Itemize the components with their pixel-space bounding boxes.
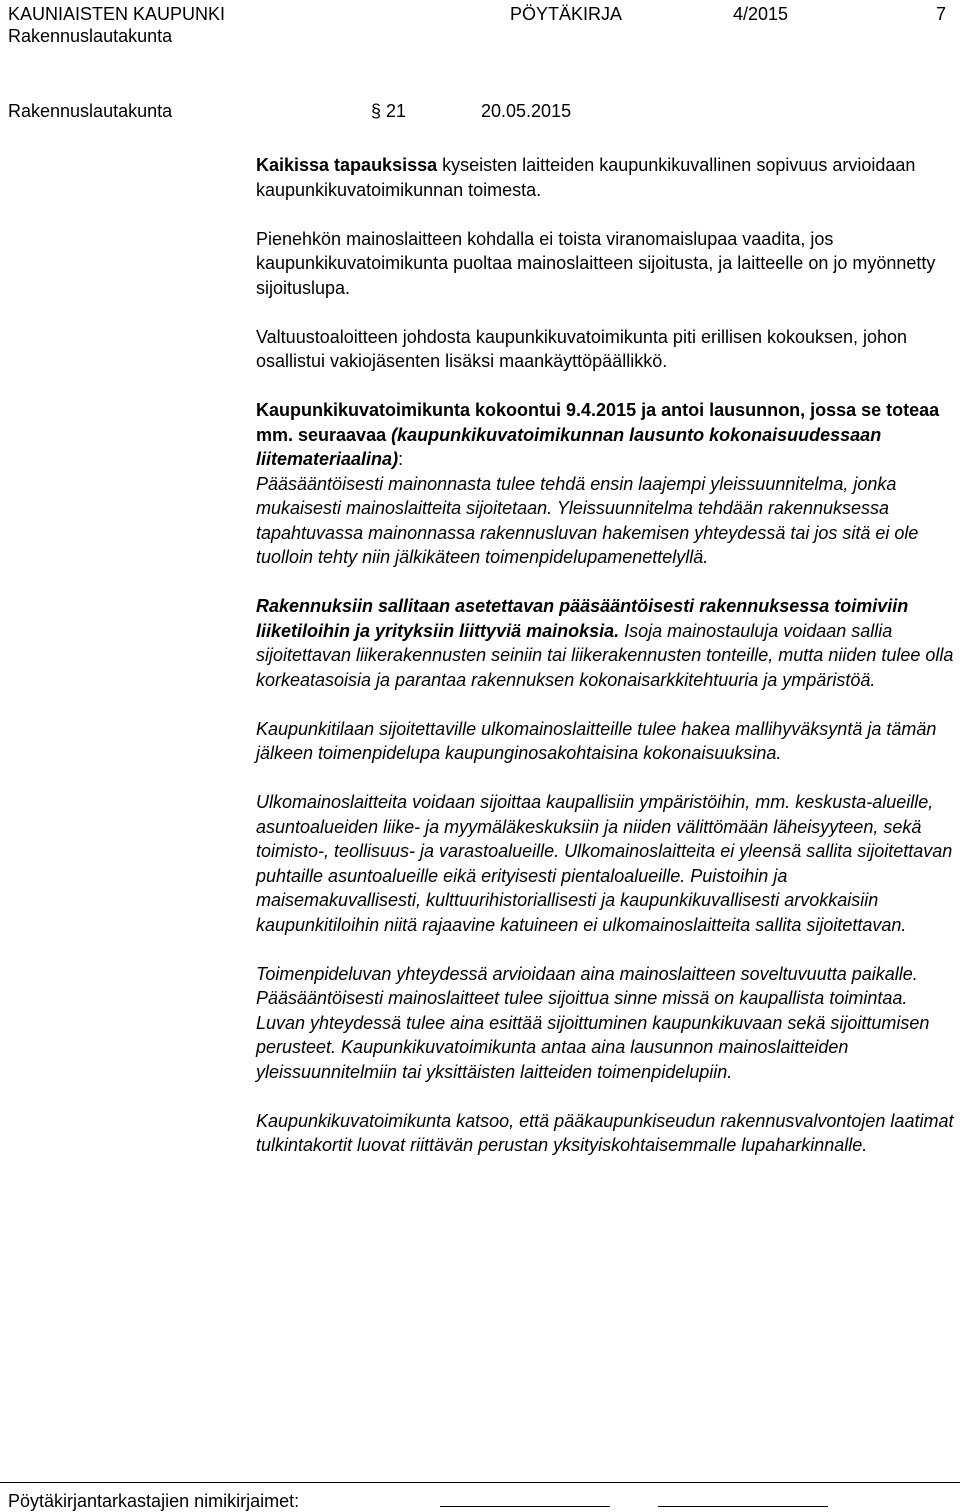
quote-text: Kaupunkitilaan sijoitettaville ulkomainoslaitteille tulee hakea mallihyväksyntä ja tämän jälkeen toimenpidelupa kaupunginosakohtaisina kokonaisuuksina. xyxy=(256,718,937,763)
paragraph-evaluation xyxy=(256,153,956,202)
statement-colon: : xyxy=(398,449,404,469)
initials-line-2 xyxy=(658,1506,828,1507)
footer-divider xyxy=(0,1482,960,1483)
quote-permit-assessment xyxy=(256,962,956,1085)
emphasis-all-cases: Kaikissa tapauksissa xyxy=(256,155,438,175)
board-name: Rakennuslautakunta xyxy=(8,26,173,46)
quote-text: Ulkomainoslaitteita voidaan sijoittaa kaupallisiin ympäristöihin, mm. keskusta-alueille, asuntoalueiden liike- ja myymäläkeskuksiin ja niiden välittömään läheisyyteen, sekä toimisto-, teollisuus- ja varastoalueille. Ulkomainoslaitteita ei yleensä sallita sijoitettavan puhtaille asuntoalueille eikä erityisesti pientaloalueille. Puistoihin ja maisemakuvallisesti, kulttuurihistoriallisesti ja kaupunkikuvallisesti arvokkaisiin kaupunkitiloihin niitä rajaavine katuineen ei ulkomainoslaitteita sallita sijoitettavan. xyxy=(256,792,953,935)
organization-name: KAUNIAISTEN KAUPUNKI xyxy=(8,4,226,24)
quote-text: Kaupunkikuvatoimikunta katsoo, että pääkaupunkiseudun rakennusvalvontojen laatimat tulkintakortit luovat riittävän perustan yksityiskohtaisemmalle lupaharkinnalle. xyxy=(256,1110,954,1155)
quote-emphasis-text: Rakennuksiin sallitaan asetettavan pääsääntöisesti rakennuksessa toimiviin liiketiloihin ja yrityksiin liittyviä mainoksia. xyxy=(256,596,909,641)
paragraph-small-signs: Pienehkön mainoslaitteen kohdalla ei toista viranomaislupaa vaadita, jos kaupunkikuvatoimikunta puoltaa mainoslaitteen sijoitusta, ja laitteelle on jo myönnetty sijoituslupa. xyxy=(256,228,936,298)
initials-label: Pöytäkirjantarkastajien nimikirjaimet: xyxy=(8,1491,300,1511)
paragraph-text: kyseisten laitteiden kaupunkikuvallinen sopivuus arvioidaan kaupunkikuvatoimikunnan toimesta. xyxy=(256,155,916,200)
quote-general-plan xyxy=(256,472,956,570)
quote-text: Toimenpideluvan yhteydessä arvioidaan aina mainoslaitteen soveltuvuutta paikalle. Pääsääntöisesti mainoslaitteet tulee sijoittua sinne missä on kaupallista toimintaa. Luvan yhteydessä tulee aina esittää sijoittuminen kaupunkikuvaan sekä sijoittumisen perusteet. Kaupunkikuvatoimikunta antaa aina lausunnon mainoslaitteiden yleissuunnitelmiin tai yksittäisten laitteiden toimenpidelupiin. xyxy=(256,963,930,1082)
quote-text: Isoja mainostauluja voidaan sallia sijoitettavan liikerakennusten seiniin tai liikerakennusten tonteille, mutta niiden tulee olla korkeatasoisia ja parantaa rakennuksen kokonaisarkkitehtuuria ja ympäristöä. xyxy=(256,620,954,690)
quote-building-ads xyxy=(256,594,956,692)
initials-line-1 xyxy=(440,1506,610,1507)
paragraph-council-initiative: Valtuustoaloitteen johdosta kaupunkikuvatoimikunta piti erillisen kokouksen, johon osallistui vakiojäsenten lisäksi maankäyttöpäällikkö. xyxy=(256,326,908,371)
section-number: § 21 xyxy=(371,101,407,121)
document-number: 4/2015 xyxy=(733,4,789,24)
quote-commercial-areas xyxy=(256,790,956,937)
paragraph-committee-statement-intro xyxy=(256,398,956,472)
quote-type-approval xyxy=(256,717,956,766)
statement-lead: Kaupunkikuvatoimikunta kokoontui 9.4.2015 ja antoi lausunnon, jossa se toteaa mm. seuraavaa xyxy=(256,400,940,445)
page-number: 7 xyxy=(936,4,947,24)
quote-text: Pääsääntöisesti mainonnasta tulee tehdä ensin laajempi yleissuunnitelma, jonka mukaisesti mainoslaitteita sijoitetaan. Yleissuunnitelma tehdään rakennuksessa tapahtuvassa mainonnassa rakennusluvan hakemisen yhteydessä tai jos sitä ei ole tuolloin tehty niin jälkikäteen toimenpidelupamenettelyllä. xyxy=(256,473,919,567)
attachment-note-text: (kaupunkikuvatoimikunnan lausunto kokonaisuudessaan liitemateriaalina) xyxy=(256,424,882,469)
minutes-body xyxy=(256,153,956,1182)
meeting-board: Rakennuslautakunta xyxy=(8,101,173,121)
quote-interpretation-cards xyxy=(256,1109,956,1158)
meeting-date: 20.05.2015 xyxy=(481,101,572,121)
document-type: PÖYTÄKIRJA xyxy=(510,4,623,24)
